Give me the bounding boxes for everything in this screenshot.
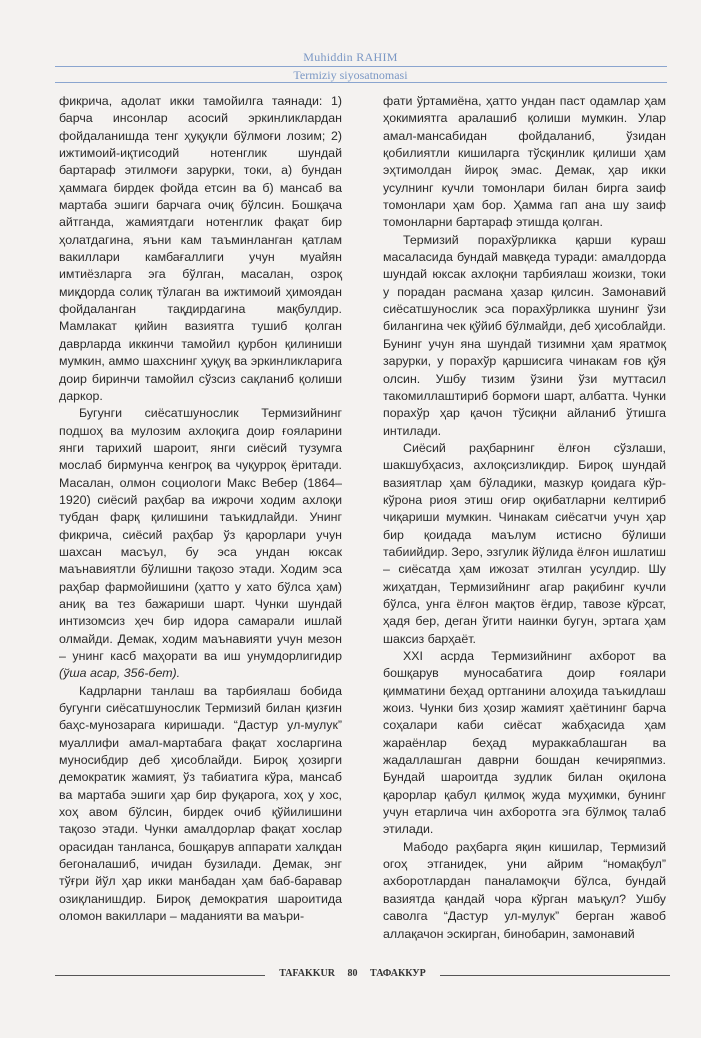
left-text-column — [59, 93, 342, 926]
footer-rule-left — [55, 975, 265, 976]
paragraph — [59, 405, 342, 683]
paragraph: Кадрларни танлаш ва тарбиялаш бобида бугунги сиёсатшунослик Термизий билан қизғин баҳс-мунозарага киришади. “Дастур ул-мулук” муаллифи амал-мартабага фақат хосларгина муносибдир деб ҳисоблайди. Бироқ ҳозирги демократик жамият, ўз табиатига кўра, мансаб ва мартаба эшиги ҳар бир фуқарога, хоҳ у хос, хоҳ авом бўлсин, бирдек очиб қўйилишини тақозо этади. Чунки амалдорлар фақат хослар орасидан танланса, бошқарув аппарати халқдан бегоналашиб, ичидан бузилади. Демак, энг тўғри йўл ҳар икки манбадан ҳам баб-баравар озиқланишдир. Бироқ демократия шароитида оломон вакиллари – маданияти ва маъри- — [59, 683, 342, 924]
footer-magazine-latin: TAFAKKUR — [279, 968, 336, 979]
running-header-author: Muhiddin RAHIM — [303, 50, 398, 64]
footer-magazine-cyrillic: ТАФАККУР — [370, 968, 426, 979]
footer-rule-right — [440, 975, 670, 976]
right-text-column — [383, 93, 666, 943]
footer-text — [265, 968, 440, 979]
paragraph: фати ўртамиёна, ҳатто ундан паст одамлар ҳам ҳокимиятга аралашиб қолиши мумкин. Улар амал-мансабидан фойдаланиб, ўзидан қобилиятли кишиларга тўсқинлик қилиши ҳам эҳтимолдан йироқ эмас. Демак, ҳар икки усулнинг кучли томонлари билан бирга заиф томонлари ҳам бор. Ҳамма гап ана шу заиф томонларни бартараф этишда қолган. — [383, 94, 666, 230]
paragraph-text: Бугунги сиёсатшунослик Термизийнинг подшоҳ ва мулозим ахлоқига доир ғояларини янги тарихий шароит, янги сиёсий тузумга мослаб бирмунча кенгроқ ва чуқурроқ ёритади. Масалан, олмон социологи Макс Вебер (1864–1920) сиёсий раҳбар ва ижрочи ходим ахлоқи тубдан фарқ қилишини таъкидлайди. Унинг фикрича, сиёсий раҳбар ўз қарорлари учун шахсан масъул, бу эса ундан юксак маънавиятли бўлишни тақозо этади. Ходим эса раҳбар фармойишини (ҳатто у хато бўлса ҳам) аниқ ва тез бажариши шарт. Чунки шундай интизомсиз ҳеч бир идора самарали ишлай олмайди. Демак, ходим маънавияти учун мезон – унинг касб маҳорати ва иш унумдорлигидир — [59, 406, 342, 663]
running-header-subtitle: Termiziy siyosatnomasi — [293, 68, 408, 82]
header-rule-bottom — [55, 82, 667, 83]
paragraph: фикрича, адолат икки тамойилга таянади: 1) барча инсонлар асосий эркинликлардан фойдаланишда тенг ҳуқуқли бўлмоғи лозим; 2) ижтимоий-иқтисодий нотенглик шундай бартараф этилмоғи зарурки, токи, а) бундан ҳаммага бирдек фойда етсин ва б) мансаб ва мартаба эшиги барчага очиқ бўлсин. Бошқача айтганда, жамиятдаги нотенглик фақат бир ҳолатдагина, яъни кам таъминланган қатлам вакиллари камбағаллиги учун муайян имтиёзларга эга бўлган, масалан, озроқ миқдорда солиқ тўлаган ва ижтимоий ҳимоядан фойдаланган тақдирдагина мақбулдир. Мамлакат қийин вазиятга тушиб қолган даврларда иккинчи тамойил қурбон қилиниши мумкин, аммо шахснинг ҳуқуқ ва эркинликларига доир биринчи тамойил сўзсиз сақланиб қолиши даркор. — [59, 94, 342, 403]
page-footer — [0, 968, 701, 988]
page-number: 80 — [347, 968, 358, 979]
paragraph: Мабодо раҳбарга яқин кишилар, Термизий огоҳ этганидек, уни айрим “номақбул” ахборотлардан паналамоқчи бўлса, бундай вазиятда қандай чора кўрган маъқул? Ушбу саволга “Дастур ул-мулук” берган жавоб аллақачон эскирган, бинобарин, замонавий — [383, 839, 666, 941]
paragraph: XXI асрда Термизийнинг ахборот ва бошқарув муносабатига доир ғоялари қимматини беҳад ортганини алоҳида таъкидлаш жоиз. Чунки биз ҳозир жамият ҳаётининг барча соҳалари каби сиёсат жабҳасида ҳам жараёнлар беҳад мураккаблашган ва жадаллашган даврни бошдан кечиряпмиз. Бундай шароитда зудлик билан оқилона қарорлар қабул қилмоқ жуда муҳимки, бунинг учун етарлича чин ахборотга эга бўлмоқ талаб этилади. — [383, 649, 666, 837]
paragraph: Термизий порахўрликка қарши кураш масаласида бундай мавқеда туради: амалдорда шундай юксак ахлоқни тарбиялаш жоизки, токи у порадан расмана ҳазар қилсин. Замонавий сиёсатшунослик эса порахўрликка шунинг ўзи билангина чек қўйиб бўлмайди, деб ҳисоблайди. Бунинг учун яна шундай тизимни ҳам яратмоқ зарурки, у порахўр қаршисига чинакам ғов қўя олсин. Ушбу тизим ўзини ўзи муттасил такомиллаштириб бормоғи шарт, албатта. Чунки порахўр ҳар қачон тўсиқни айланиб ўтишга интилади. — [383, 232, 666, 438]
paragraph: Сиёсий раҳбарнинг ёлғон сўзлаши, шакшубҳасиз, ахлоқсизликдир. Бироқ шундай вазиятлар ҳам бўладики, мазкур қоидага кўр-кўрона риоя этиш оғир оқибатларни келтириб чиқариши мумкин. Чинакам сиёсатчи учун ҳар бир қоидада маълум истисно бўлиши табиийдир. Зеро, эзгулик йўлида ёлғон ишлатиш – сиёсатда ҳам ижозат этилган усулдир. Шу жиҳатдан, Термизийнинг агар рақибинг кучли бўлса, унга ёлғон мақтов ёғдир, тавозе кўрсат, ҳадя бер, деган ўгити наинки бугун, эртага ҳам шаксиз барҳаёт. — [383, 440, 666, 646]
header-rule-top — [55, 66, 667, 67]
citation: (ўша асар, 356-бет). — [59, 666, 181, 681]
